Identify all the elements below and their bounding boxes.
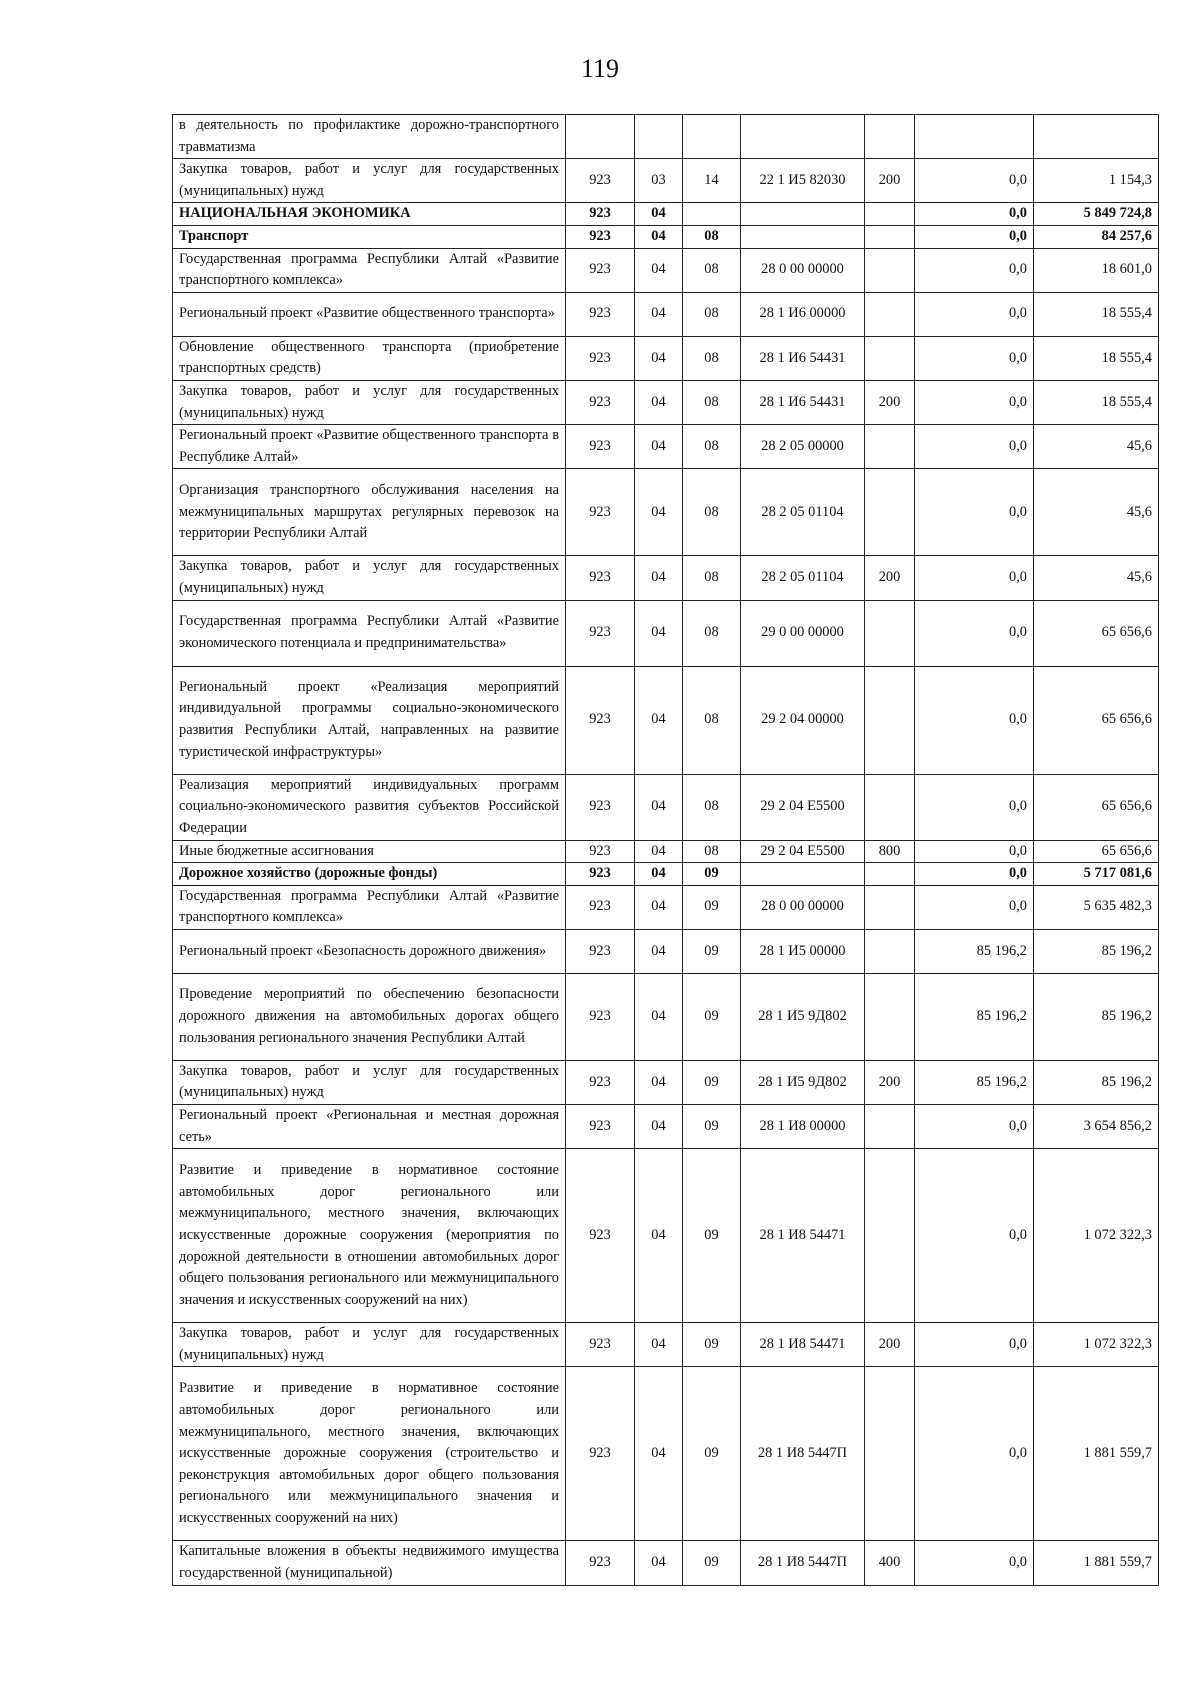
cell-csr: [741, 225, 865, 248]
cell-vr: [865, 774, 915, 840]
cell-sum-2: 5 635 482,3: [1034, 885, 1159, 929]
cell-sum-1: 0,0: [915, 1367, 1034, 1541]
cell-vr: [865, 863, 915, 886]
cell-ved: 923: [566, 774, 635, 840]
cell-ved: 923: [566, 1367, 635, 1541]
cell-pr: 09: [683, 1149, 741, 1323]
cell-sum-1: 0,0: [915, 1323, 1034, 1367]
cell-ved: 923: [566, 469, 635, 556]
cell-rz: 04: [635, 840, 683, 863]
cell-csr: 28 1 И6 54431: [741, 336, 865, 380]
cell-csr: 28 1 И8 54471: [741, 1323, 865, 1367]
cell-vr: 400: [865, 1541, 915, 1585]
table-row: [173, 774, 1159, 840]
cell-ved: 923: [566, 225, 635, 248]
cell-name: Закупка товаров, работ и услуг для государственных (муниципальных) нужд: [173, 1323, 566, 1367]
table-row: [173, 863, 1159, 886]
cell-sum-2: 84 257,6: [1034, 225, 1159, 248]
cell-csr: 28 1 И8 54471: [741, 1149, 865, 1323]
cell-name: Региональный проект «Региональная и местная дорожная сеть»: [173, 1105, 566, 1149]
cell-rz: 04: [635, 1323, 683, 1367]
table-row: [173, 1541, 1159, 1585]
cell-pr: [683, 115, 741, 159]
cell-csr: 28 0 00 00000: [741, 248, 865, 292]
table-row: [173, 380, 1159, 424]
cell-pr: 08: [683, 225, 741, 248]
table-row: [173, 292, 1159, 336]
cell-ved: 923: [566, 556, 635, 600]
cell-sum-2: 85 196,2: [1034, 1060, 1159, 1104]
cell-rz: 04: [635, 1149, 683, 1323]
cell-sum-1: 0,0: [915, 840, 1034, 863]
table-row: [173, 1323, 1159, 1367]
cell-sum-1: 85 196,2: [915, 1060, 1034, 1104]
table-row: [173, 666, 1159, 774]
cell-rz: 04: [635, 1367, 683, 1541]
cell-pr: 08: [683, 774, 741, 840]
cell-sum-1: 0,0: [915, 600, 1034, 666]
cell-sum-1: 0,0: [915, 292, 1034, 336]
table-row: [173, 336, 1159, 380]
table-row: [173, 225, 1159, 248]
cell-sum-1: 0,0: [915, 248, 1034, 292]
cell-csr: 28 1 И6 00000: [741, 292, 865, 336]
cell-name: Закупка товаров, работ и услуг для государственных (муниципальных) нужд: [173, 1060, 566, 1104]
cell-sum-2: 18 555,4: [1034, 336, 1159, 380]
cell-sum-2: 18 601,0: [1034, 248, 1159, 292]
table-row: [173, 425, 1159, 469]
cell-rz: 04: [635, 1105, 683, 1149]
cell-pr: [683, 203, 741, 226]
cell-name: Региональный проект «Реализация мероприятий индивидуальной программы социально-экономического развития Республики Алтай, направленных на развитие туристической инфраструктуры»: [173, 666, 566, 774]
cell-vr: [865, 666, 915, 774]
cell-sum-2: 1 072 322,3: [1034, 1149, 1159, 1323]
cell-csr: 28 2 05 00000: [741, 425, 865, 469]
cell-rz: 03: [635, 159, 683, 203]
cell-vr: 200: [865, 159, 915, 203]
cell-ved: 923: [566, 159, 635, 203]
cell-name: Проведение мероприятий по обеспечению безопасности дорожного движения на автомобильных дорогах общего пользования регионального значения Республики Алтай: [173, 973, 566, 1060]
cell-name: Закупка товаров, работ и услуг для государственных (муниципальных) нужд: [173, 556, 566, 600]
cell-csr: 29 0 00 00000: [741, 600, 865, 666]
cell-csr: [741, 115, 865, 159]
cell-sum-1: [915, 115, 1034, 159]
cell-name: Государственная программа Республики Алтай «Развитие транспортного комплекса»: [173, 885, 566, 929]
cell-name: Государственная программа Республики Алтай «Развитие транспортного комплекса»: [173, 248, 566, 292]
table-row: [173, 1105, 1159, 1149]
cell-rz: 04: [635, 1060, 683, 1104]
cell-csr: 28 2 05 01104: [741, 469, 865, 556]
cell-pr: 08: [683, 556, 741, 600]
cell-vr: [865, 469, 915, 556]
cell-sum-2: 45,6: [1034, 469, 1159, 556]
cell-vr: 800: [865, 840, 915, 863]
cell-csr: 22 1 И5 82030: [741, 159, 865, 203]
cell-vr: [865, 600, 915, 666]
cell-sum-2: 18 555,4: [1034, 292, 1159, 336]
table-body: [173, 115, 1159, 1586]
cell-csr: 28 1 И6 54431: [741, 380, 865, 424]
cell-sum-1: 0,0: [915, 1541, 1034, 1585]
cell-csr: 28 1 И5 9Д802: [741, 973, 865, 1060]
table-row: [173, 469, 1159, 556]
cell-rz: 04: [635, 885, 683, 929]
cell-sum-1: 85 196,2: [915, 973, 1034, 1060]
cell-ved: 923: [566, 336, 635, 380]
cell-csr: [741, 203, 865, 226]
cell-name: Капитальные вложения в объекты недвижимого имущества государственной (муниципальной): [173, 1541, 566, 1585]
cell-ved: 923: [566, 248, 635, 292]
table-row: [173, 115, 1159, 159]
cell-csr: 28 0 00 00000: [741, 885, 865, 929]
cell-vr: [865, 203, 915, 226]
cell-ved: 923: [566, 840, 635, 863]
table-row: [173, 203, 1159, 226]
cell-name: Государственная программа Республики Алтай «Развитие экономического потенциала и предпринимательства»: [173, 600, 566, 666]
cell-rz: 04: [635, 863, 683, 886]
cell-rz: 04: [635, 556, 683, 600]
cell-vr: [865, 336, 915, 380]
cell-rz: 04: [635, 600, 683, 666]
cell-sum-1: 85 196,2: [915, 929, 1034, 973]
cell-csr: 29 2 04 00000: [741, 666, 865, 774]
cell-sum-2: 85 196,2: [1034, 973, 1159, 1060]
cell-name: Закупка товаров, работ и услуг для государственных (муниципальных) нужд: [173, 380, 566, 424]
cell-sum-2: 65 656,6: [1034, 774, 1159, 840]
cell-name: Реализация мероприятий индивидуальных программ социально-экономического развития субъектов Российской Федерации: [173, 774, 566, 840]
cell-ved: 923: [566, 1323, 635, 1367]
cell-sum-1: 0,0: [915, 425, 1034, 469]
cell-ved: 923: [566, 292, 635, 336]
cell-csr: 28 1 И8 5447П: [741, 1541, 865, 1585]
cell-pr: 09: [683, 1323, 741, 1367]
cell-ved: 923: [566, 425, 635, 469]
cell-pr: 08: [683, 248, 741, 292]
cell-sum-2: 65 656,6: [1034, 840, 1159, 863]
cell-name: Развитие и приведение в нормативное состояние автомобильных дорог регионального или межмуниципального, местного значения, включающих искусственные дорожные сооружения (мероприятия по дорожной деятельности в отношении автомобильных дорог общего пользования регионального или межмуниципального значения и искусственных сооружений на них): [173, 1149, 566, 1323]
cell-pr: 08: [683, 425, 741, 469]
cell-vr: [865, 1367, 915, 1541]
cell-vr: 200: [865, 556, 915, 600]
cell-ved: 923: [566, 929, 635, 973]
table-row: [173, 840, 1159, 863]
cell-pr: 09: [683, 929, 741, 973]
cell-name: Транспорт: [173, 225, 566, 248]
cell-sum-1: 0,0: [915, 336, 1034, 380]
cell-sum-2: 18 555,4: [1034, 380, 1159, 424]
cell-pr: 09: [683, 1060, 741, 1104]
cell-ved: 923: [566, 973, 635, 1060]
cell-pr: 08: [683, 600, 741, 666]
cell-name: Региональный проект «Развитие общественного транспорта»: [173, 292, 566, 336]
cell-name: Региональный проект «Развитие общественного транспорта в Республике Алтай»: [173, 425, 566, 469]
cell-vr: [865, 292, 915, 336]
cell-rz: 04: [635, 774, 683, 840]
cell-sum-2: 85 196,2: [1034, 929, 1159, 973]
cell-csr: 29 2 04 Е5500: [741, 840, 865, 863]
cell-pr: 08: [683, 336, 741, 380]
cell-sum-2: 1 154,3: [1034, 159, 1159, 203]
cell-pr: 08: [683, 840, 741, 863]
cell-sum-1: 0,0: [915, 1105, 1034, 1149]
cell-sum-2: 1 881 559,7: [1034, 1541, 1159, 1585]
cell-vr: [865, 973, 915, 1060]
cell-sum-1: 0,0: [915, 380, 1034, 424]
cell-rz: 04: [635, 1541, 683, 1585]
cell-rz: 04: [635, 929, 683, 973]
cell-ved: 923: [566, 600, 635, 666]
cell-sum-1: 0,0: [915, 863, 1034, 886]
cell-sum-2: 45,6: [1034, 556, 1159, 600]
cell-vr: [865, 425, 915, 469]
cell-pr: 09: [683, 863, 741, 886]
table-row: [173, 885, 1159, 929]
cell-name: Развитие и приведение в нормативное состояние автомобильных дорог регионального или межмуниципального, местного значения, включающих искусственные дорожные сооружения (строительство и реконструкция автомобильных дорог общего пользования регионального или межмуниципального значения и искусственных сооружений на них): [173, 1367, 566, 1541]
cell-vr: [865, 929, 915, 973]
table-row: [173, 556, 1159, 600]
cell-sum-1: 0,0: [915, 1149, 1034, 1323]
cell-name: Региональный проект «Безопасность дорожного движения»: [173, 929, 566, 973]
cell-sum-1: 0,0: [915, 469, 1034, 556]
cell-ved: [566, 115, 635, 159]
cell-rz: 04: [635, 292, 683, 336]
cell-pr: 09: [683, 1105, 741, 1149]
cell-csr: [741, 863, 865, 886]
cell-rz: 04: [635, 203, 683, 226]
cell-csr: 29 2 04 Е5500: [741, 774, 865, 840]
cell-rz: 04: [635, 973, 683, 1060]
table-row: [173, 248, 1159, 292]
cell-sum-2: 1 072 322,3: [1034, 1323, 1159, 1367]
cell-ved: 923: [566, 203, 635, 226]
cell-vr: [865, 248, 915, 292]
cell-pr: 08: [683, 292, 741, 336]
cell-vr: [865, 885, 915, 929]
cell-pr: 08: [683, 666, 741, 774]
table-row: [173, 159, 1159, 203]
table-row: [173, 1060, 1159, 1104]
cell-sum-2: 5 717 081,6: [1034, 863, 1159, 886]
table-row: [173, 1367, 1159, 1541]
table-row: [173, 973, 1159, 1060]
cell-sum-1: 0,0: [915, 225, 1034, 248]
cell-sum-1: 0,0: [915, 774, 1034, 840]
cell-rz: 04: [635, 225, 683, 248]
cell-sum-2: 45,6: [1034, 425, 1159, 469]
cell-name: в деятельность по профилактике дорожно-транспортного травматизма: [173, 115, 566, 159]
cell-sum-2: 3 654 856,2: [1034, 1105, 1159, 1149]
cell-csr: 28 1 И8 5447П: [741, 1367, 865, 1541]
cell-rz: 04: [635, 248, 683, 292]
cell-sum-2: 65 656,6: [1034, 666, 1159, 774]
cell-rz: 04: [635, 336, 683, 380]
page-number: 119: [580, 54, 620, 83]
cell-sum-2: 5 849 724,8: [1034, 203, 1159, 226]
cell-csr: 28 1 И5 9Д802: [741, 1060, 865, 1104]
cell-pr: 09: [683, 1541, 741, 1585]
cell-sum-1: 0,0: [915, 159, 1034, 203]
cell-name: Организация транспортного обслуживания населения на межмуниципальных маршрутах регулярных перевозок на территории Республики Алтай: [173, 469, 566, 556]
cell-ved: 923: [566, 380, 635, 424]
cell-ved: 923: [566, 863, 635, 886]
cell-rz: [635, 115, 683, 159]
cell-pr: 09: [683, 885, 741, 929]
cell-rz: 04: [635, 425, 683, 469]
cell-vr: 200: [865, 1060, 915, 1104]
cell-rz: 04: [635, 666, 683, 774]
cell-pr: 09: [683, 973, 741, 1060]
cell-csr: 28 2 05 01104: [741, 556, 865, 600]
cell-pr: 09: [683, 1367, 741, 1541]
cell-sum-1: 0,0: [915, 666, 1034, 774]
cell-ved: 923: [566, 1149, 635, 1323]
cell-name: Иные бюджетные ассигнования: [173, 840, 566, 863]
cell-vr: [865, 1149, 915, 1323]
cell-pr: 14: [683, 159, 741, 203]
cell-vr: [865, 115, 915, 159]
cell-sum-2: 1 881 559,7: [1034, 1367, 1159, 1541]
cell-ved: 923: [566, 666, 635, 774]
cell-ved: 923: [566, 1541, 635, 1585]
cell-rz: 04: [635, 380, 683, 424]
budget-table: [172, 114, 1159, 1586]
cell-ved: 923: [566, 885, 635, 929]
cell-rz: 04: [635, 469, 683, 556]
cell-pr: 08: [683, 469, 741, 556]
cell-sum-2: 65 656,6: [1034, 600, 1159, 666]
cell-csr: 28 1 И5 00000: [741, 929, 865, 973]
cell-name: Дорожное хозяйство (дорожные фонды): [173, 863, 566, 886]
cell-sum-1: 0,0: [915, 556, 1034, 600]
cell-vr: 200: [865, 1323, 915, 1367]
table-row: [173, 600, 1159, 666]
cell-vr: [865, 225, 915, 248]
cell-sum-1: 0,0: [915, 885, 1034, 929]
table-row: [173, 1149, 1159, 1323]
cell-vr: [865, 1105, 915, 1149]
cell-sum-2: [1034, 115, 1159, 159]
cell-sum-1: 0,0: [915, 203, 1034, 226]
cell-name: НАЦИОНАЛЬНАЯ ЭКОНОМИКА: [173, 203, 566, 226]
cell-name: Закупка товаров, работ и услуг для государственных (муниципальных) нужд: [173, 159, 566, 203]
cell-name: Обновление общественного транспорта (приобретение транспортных средств): [173, 336, 566, 380]
table-row: [173, 929, 1159, 973]
cell-csr: 28 1 И8 00000: [741, 1105, 865, 1149]
cell-ved: 923: [566, 1105, 635, 1149]
cell-pr: 08: [683, 380, 741, 424]
cell-vr: 200: [865, 380, 915, 424]
cell-ved: 923: [566, 1060, 635, 1104]
